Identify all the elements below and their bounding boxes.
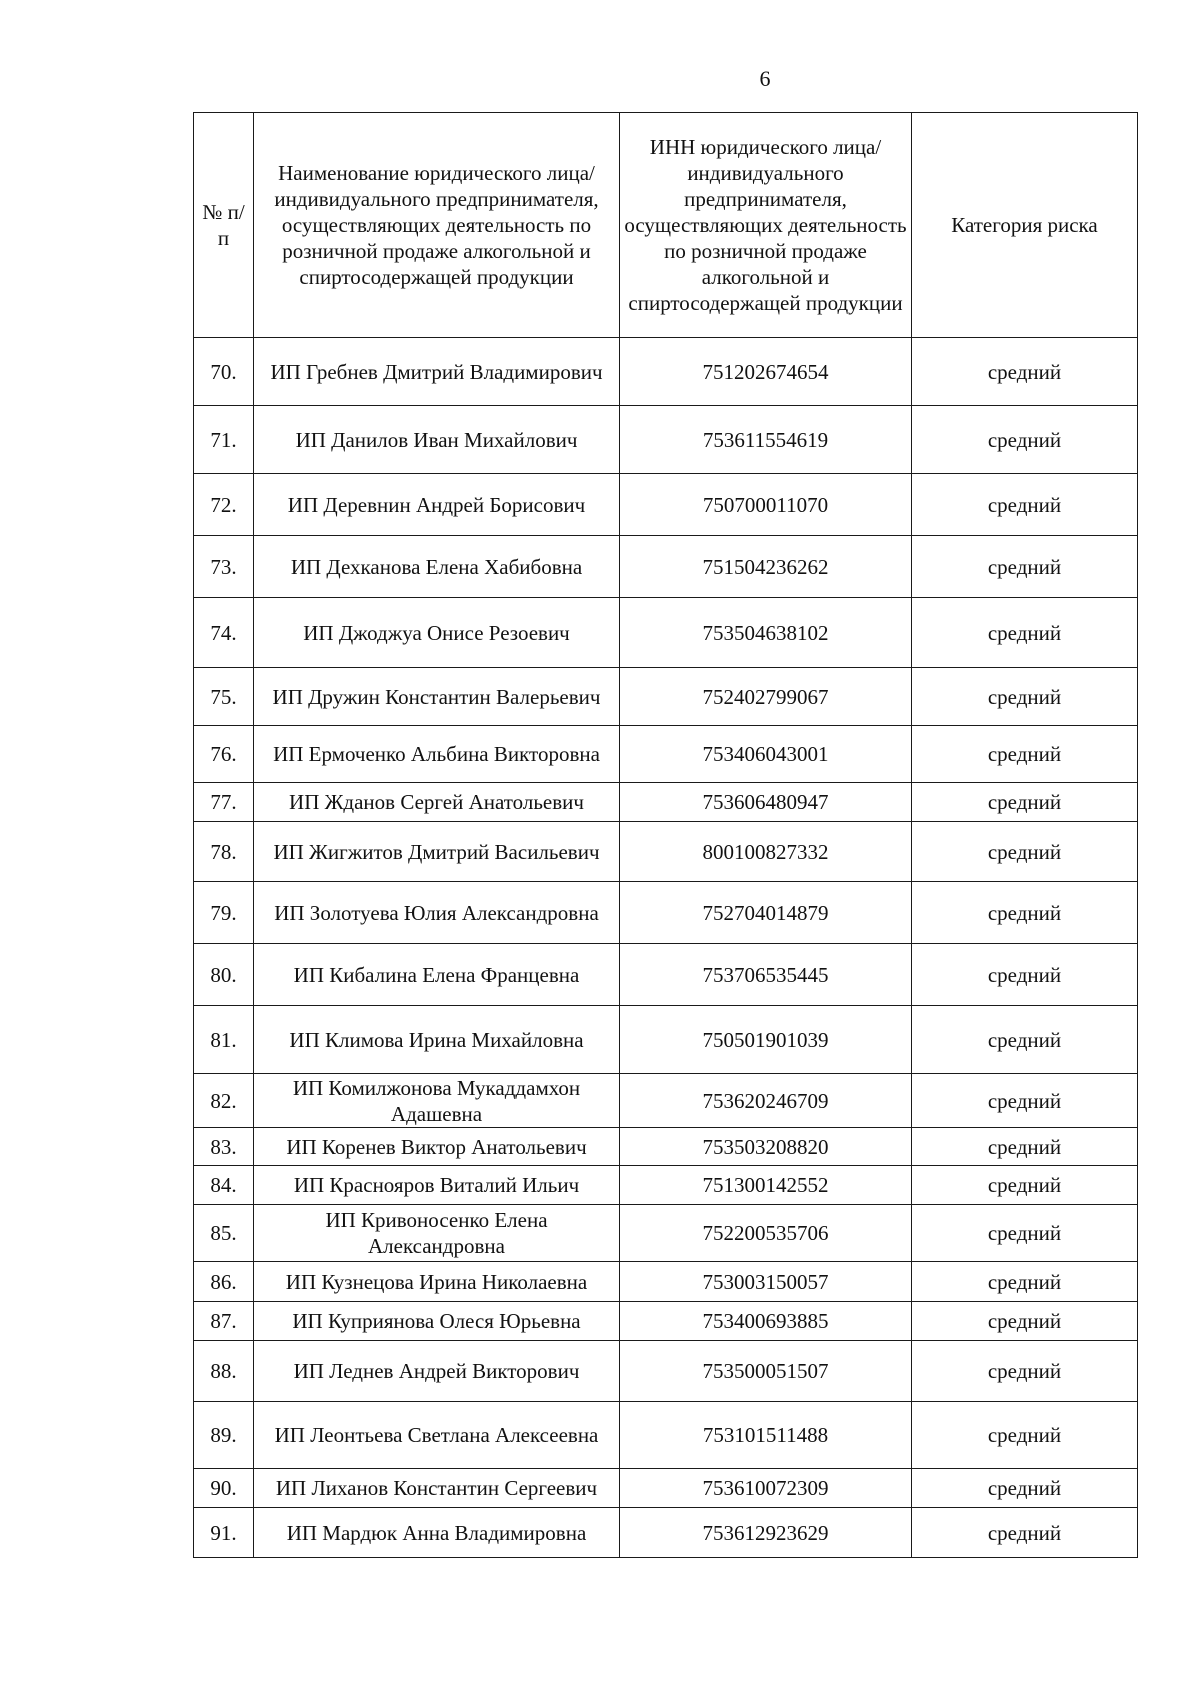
row-number: 77.: [194, 783, 254, 822]
table-row: [194, 822, 1138, 882]
risk-category: средний: [912, 536, 1138, 598]
table-row: [194, 406, 1138, 474]
table-row: [194, 598, 1138, 668]
inn-value: 753504638102: [620, 598, 912, 668]
table-row: [194, 726, 1138, 783]
row-number: 76.: [194, 726, 254, 783]
row-number: 78.: [194, 822, 254, 882]
risk-category: средний: [912, 783, 1138, 822]
entity-name: ИП Климова Ирина Михайловна: [254, 1006, 620, 1074]
entity-name: ИП Мардюк Анна Владимировна: [254, 1508, 620, 1558]
inn-value: 753400693885: [620, 1302, 912, 1341]
table-row: [194, 944, 1138, 1006]
risk-category: средний: [912, 1128, 1138, 1166]
row-number: 91.: [194, 1508, 254, 1558]
row-number: 88.: [194, 1341, 254, 1402]
entity-name: ИП Леднев Андрей Викторович: [254, 1341, 620, 1402]
entity-name: ИП Жигжитов Дмитрий Васильевич: [254, 822, 620, 882]
row-number: 72.: [194, 474, 254, 536]
inn-value: 753612923629: [620, 1508, 912, 1558]
entity-name: ИП Дехканова Елена Хабибовна: [254, 536, 620, 598]
inn-value: 752200535706: [620, 1205, 912, 1262]
table-row: [194, 1074, 1138, 1128]
inn-value: 753003150057: [620, 1262, 912, 1302]
inn-value: 753620246709: [620, 1074, 912, 1128]
risk-category: средний: [912, 726, 1138, 783]
row-number: 81.: [194, 1006, 254, 1074]
inn-value: 752402799067: [620, 668, 912, 726]
table-row: [194, 338, 1138, 406]
entity-name: ИП Золотуева Юлия Александровна: [254, 882, 620, 944]
risk-category: средний: [912, 1166, 1138, 1205]
entity-name: ИП Кузнецова Ирина Николаевна: [254, 1262, 620, 1302]
table-row: [194, 1402, 1138, 1469]
entity-name: ИП Гребнев Дмитрий Владимирович: [254, 338, 620, 406]
row-number: 70.: [194, 338, 254, 406]
table-row: [194, 1508, 1138, 1558]
entity-name: ИП Кибалина Елена Францевна: [254, 944, 620, 1006]
risk-category: средний: [912, 598, 1138, 668]
risk-category: средний: [912, 882, 1138, 944]
row-number: 71.: [194, 406, 254, 474]
table-row: [194, 1262, 1138, 1302]
risk-category: средний: [912, 474, 1138, 536]
table-row: [194, 474, 1138, 536]
inn-value: 753101511488: [620, 1402, 912, 1469]
risk-category: средний: [912, 1302, 1138, 1341]
row-number: 89.: [194, 1402, 254, 1469]
table-row: [194, 668, 1138, 726]
table-row: [194, 882, 1138, 944]
inn-value: 753706535445: [620, 944, 912, 1006]
risk-category: средний: [912, 1469, 1138, 1508]
inn-value: 750501901039: [620, 1006, 912, 1074]
header-name: Наименование юридического лица/индивидуального предпринимателя, осуществляющих деятельность по розничной продаже алкогольной и спиртосодержащей продукции: [254, 113, 620, 338]
risk-category: средний: [912, 1205, 1138, 1262]
risk-category: средний: [912, 1341, 1138, 1402]
inn-value: 753406043001: [620, 726, 912, 783]
row-number: 86.: [194, 1262, 254, 1302]
risk-category: средний: [912, 1006, 1138, 1074]
entity-name: ИП Кривоносенко Елена Александровна: [254, 1205, 620, 1262]
row-number: 83.: [194, 1128, 254, 1166]
table-row: [194, 536, 1138, 598]
table-header: [194, 113, 1138, 338]
risk-category: средний: [912, 1402, 1138, 1469]
entity-name: ИП Жданов Сергей Анатольевич: [254, 783, 620, 822]
row-number: 87.: [194, 1302, 254, 1341]
inn-value: 753500051507: [620, 1341, 912, 1402]
row-number: 75.: [194, 668, 254, 726]
row-number: 79.: [194, 882, 254, 944]
row-number: 73.: [194, 536, 254, 598]
table-row: [194, 1006, 1138, 1074]
entity-name: ИП Комилжонова Мукаддамхон Адашевна: [254, 1074, 620, 1128]
table-row: [194, 1205, 1138, 1262]
inn-value: 752704014879: [620, 882, 912, 944]
inn-value: 800100827332: [620, 822, 912, 882]
entity-name: ИП Джоджуа Онисе Резоевич: [254, 598, 620, 668]
risk-category: средний: [912, 944, 1138, 1006]
inn-value: 753610072309: [620, 1469, 912, 1508]
inn-value: 750700011070: [620, 474, 912, 536]
table-row: [194, 783, 1138, 822]
risk-category: средний: [912, 668, 1138, 726]
header-risk-category: Категория риска: [912, 113, 1138, 338]
entity-name: ИП Коренев Виктор Анатольевич: [254, 1128, 620, 1166]
table-row: [194, 1469, 1138, 1508]
table-row: [194, 1302, 1138, 1341]
header-number: № п/п: [194, 113, 254, 338]
table-row: [194, 1166, 1138, 1205]
header-inn: ИНН юридического лица/индивидуального предпринимателя, осуществляющих деятельность по розничной продаже алкогольной и спиртосодержащей продукции: [620, 113, 912, 338]
table-row: [194, 1128, 1138, 1166]
row-number: 90.: [194, 1469, 254, 1508]
entity-name: ИП Лиханов Константин Сергеевич: [254, 1469, 620, 1508]
inn-value: 753606480947: [620, 783, 912, 822]
entity-name: ИП Дружин Константин Валерьевич: [254, 668, 620, 726]
entity-name: ИП Леонтьева Светлана Алексеевна: [254, 1402, 620, 1469]
risk-category: средний: [912, 822, 1138, 882]
risk-category: средний: [912, 338, 1138, 406]
entity-name: ИП Деревнин Андрей Борисович: [254, 474, 620, 536]
inn-value: 751202674654: [620, 338, 912, 406]
row-number: 84.: [194, 1166, 254, 1205]
entity-name: ИП Куприянова Олеся Юрьевна: [254, 1302, 620, 1341]
inn-value: 751300142552: [620, 1166, 912, 1205]
row-number: 80.: [194, 944, 254, 1006]
row-number: 82.: [194, 1074, 254, 1128]
entity-name: ИП Ермоченко Альбина Викторовна: [254, 726, 620, 783]
risk-category: средний: [912, 1508, 1138, 1558]
row-number: 85.: [194, 1205, 254, 1262]
risk-category: средний: [912, 1074, 1138, 1128]
row-number: 74.: [194, 598, 254, 668]
inn-value: 751504236262: [620, 536, 912, 598]
inn-value: 753611554619: [620, 406, 912, 474]
inn-value: 753503208820: [620, 1128, 912, 1166]
risk-category: средний: [912, 1262, 1138, 1302]
entity-name: ИП Краснояров Виталий Ильич: [254, 1166, 620, 1205]
registry-table: [193, 112, 1138, 1558]
entity-name: ИП Данилов Иван Михайлович: [254, 406, 620, 474]
page-number: 6: [759, 66, 771, 91]
header-row: [194, 113, 1138, 338]
table-body: [194, 338, 1138, 1558]
risk-category: средний: [912, 406, 1138, 474]
table-row: [194, 1341, 1138, 1402]
